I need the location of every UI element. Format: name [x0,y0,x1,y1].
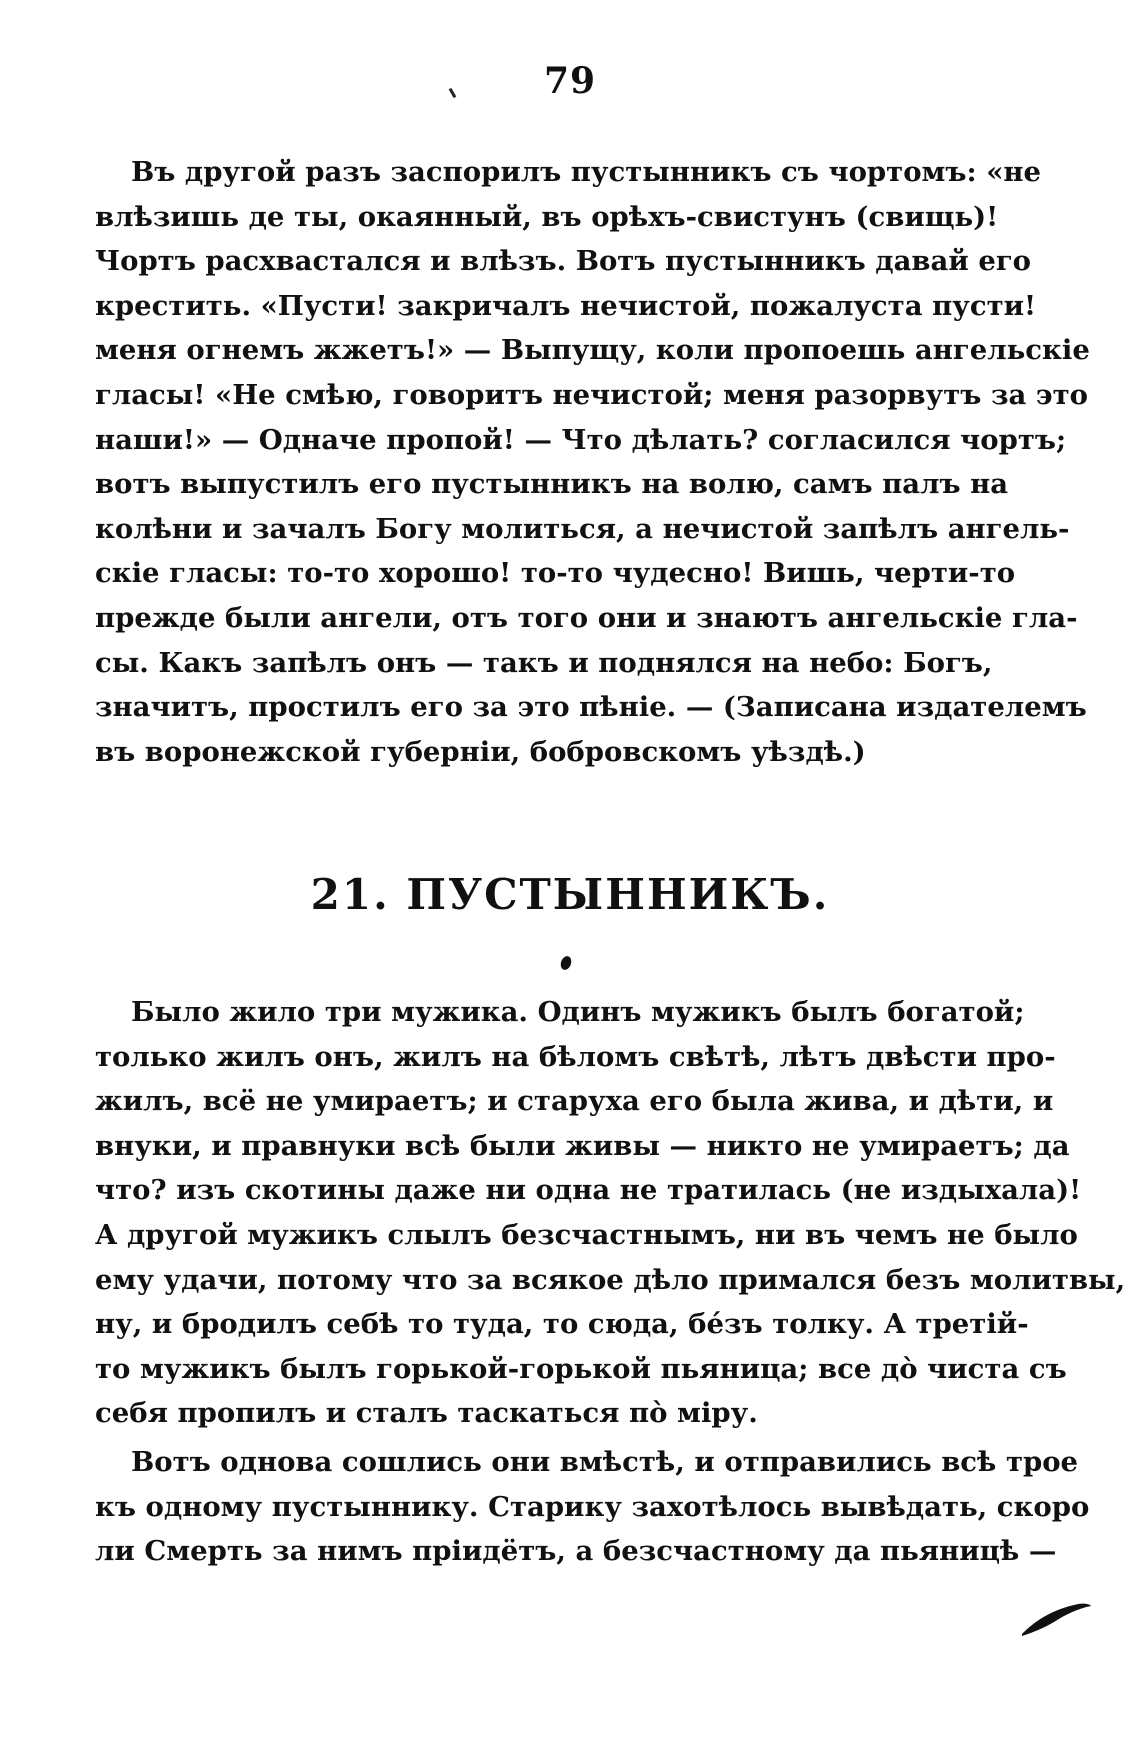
text-line: жилъ, всё не умираетъ; и старуха его была жива, и дѣти, и [95,1085,1054,1118]
text-line: Въ другой разъ заспорилъ пустынникъ съ чортомъ: «не [131,156,1042,188]
text-line: ли Смерть за нимъ пріидётъ, а безсчастному да пьяницѣ — [95,1535,1057,1568]
text-line: крестить. «Пусти! закричалъ нечистой, пожалуста пусти! [95,289,1037,322]
text-line: ему удачи, потому что за всякое дѣло примался безъ молитвы, [95,1263,1126,1296]
text-line: А другой мужикъ слылъ безсчастнымъ, ни въ чемъ не было [95,1218,1078,1251]
text-line: то мужикъ былъ горькой-горькой пьяница; все дò чиста съ [95,1352,1067,1385]
text-line: сы. Какъ запѣлъ онъ — такъ и поднялся на небо: Богъ, [95,646,993,679]
text-line: Было жило три мужика. Одинъ мужикъ былъ богатой; [131,996,1025,1028]
text-line: меня огнемъ жжетъ!» — Выпущу, коли пропоешь ангельскіе [95,334,1090,367]
text-line: себя пропилъ и сталъ таскаться пò міру. [95,1397,758,1430]
page-number: 79 [543,60,597,102]
text-line: внуки, и правнуки всѣ были живы — никто не умираетъ; да [95,1129,1070,1162]
text-line: скіе гласы: то-то хорошо! то-то чудесно! Вишь, черти-то [95,557,1016,590]
text-line: влѣзишь де ты, окаянный, въ орѣхъ-свистунъ (свищь)! [95,200,999,233]
text-line: колѣни и зачалъ Богу молиться, а нечистой запѣлъ ангель- [95,512,1070,545]
text-line: наши!» — Одначе пропой! — Что дѣлать? согласился чортъ; [95,423,1067,456]
paragraph-3 [95,1440,1090,1574]
text-line: къ одному пустыннику. Старику захотѣлось вывѣдать, скоро [95,1490,1090,1523]
section-heading: 21. ПУСТЫННИКЪ. [310,870,830,919]
text-line: только жилъ онъ, жилъ на бѣломъ свѣтѣ, лѣтъ двѣсти про- [95,1040,1056,1073]
text-line: прежде были ангели, отъ того они и знаютъ ангельскіе гла- [95,601,1078,634]
paragraph-2 [95,990,1126,1436]
text-line: гласы! «Не смѣю, говоритъ нечистой; меня разорвутъ за это [95,378,1089,411]
text-line: вотъ выпустилъ его пустынникъ на волю, самъ палъ на [95,468,1009,501]
ink-smudge-icon [1020,1598,1092,1638]
ink-dot [559,955,573,972]
text-line: Вотъ однова сошлись они вмѣстѣ, и отправились всѣ трое [131,1446,1079,1478]
text-line: Чортъ расхвастался и влѣзъ. Вотъ пустынникъ давай его [95,245,1032,278]
text-line: ну, и бродилъ себѣ то туда, то сюда, бéзъ толку. А третій- [95,1308,1029,1341]
paragraph-1 [95,150,1090,774]
text-line: что? изъ скотины даже ни одна не тратилась (не издыхала)! [95,1174,1082,1207]
text-line: въ воронежской губерніи, бобровскомъ уѣздѣ.) [95,735,866,768]
text-line: значитъ, простилъ его за это пѣніе. — (Записана издателемъ [95,691,1087,724]
